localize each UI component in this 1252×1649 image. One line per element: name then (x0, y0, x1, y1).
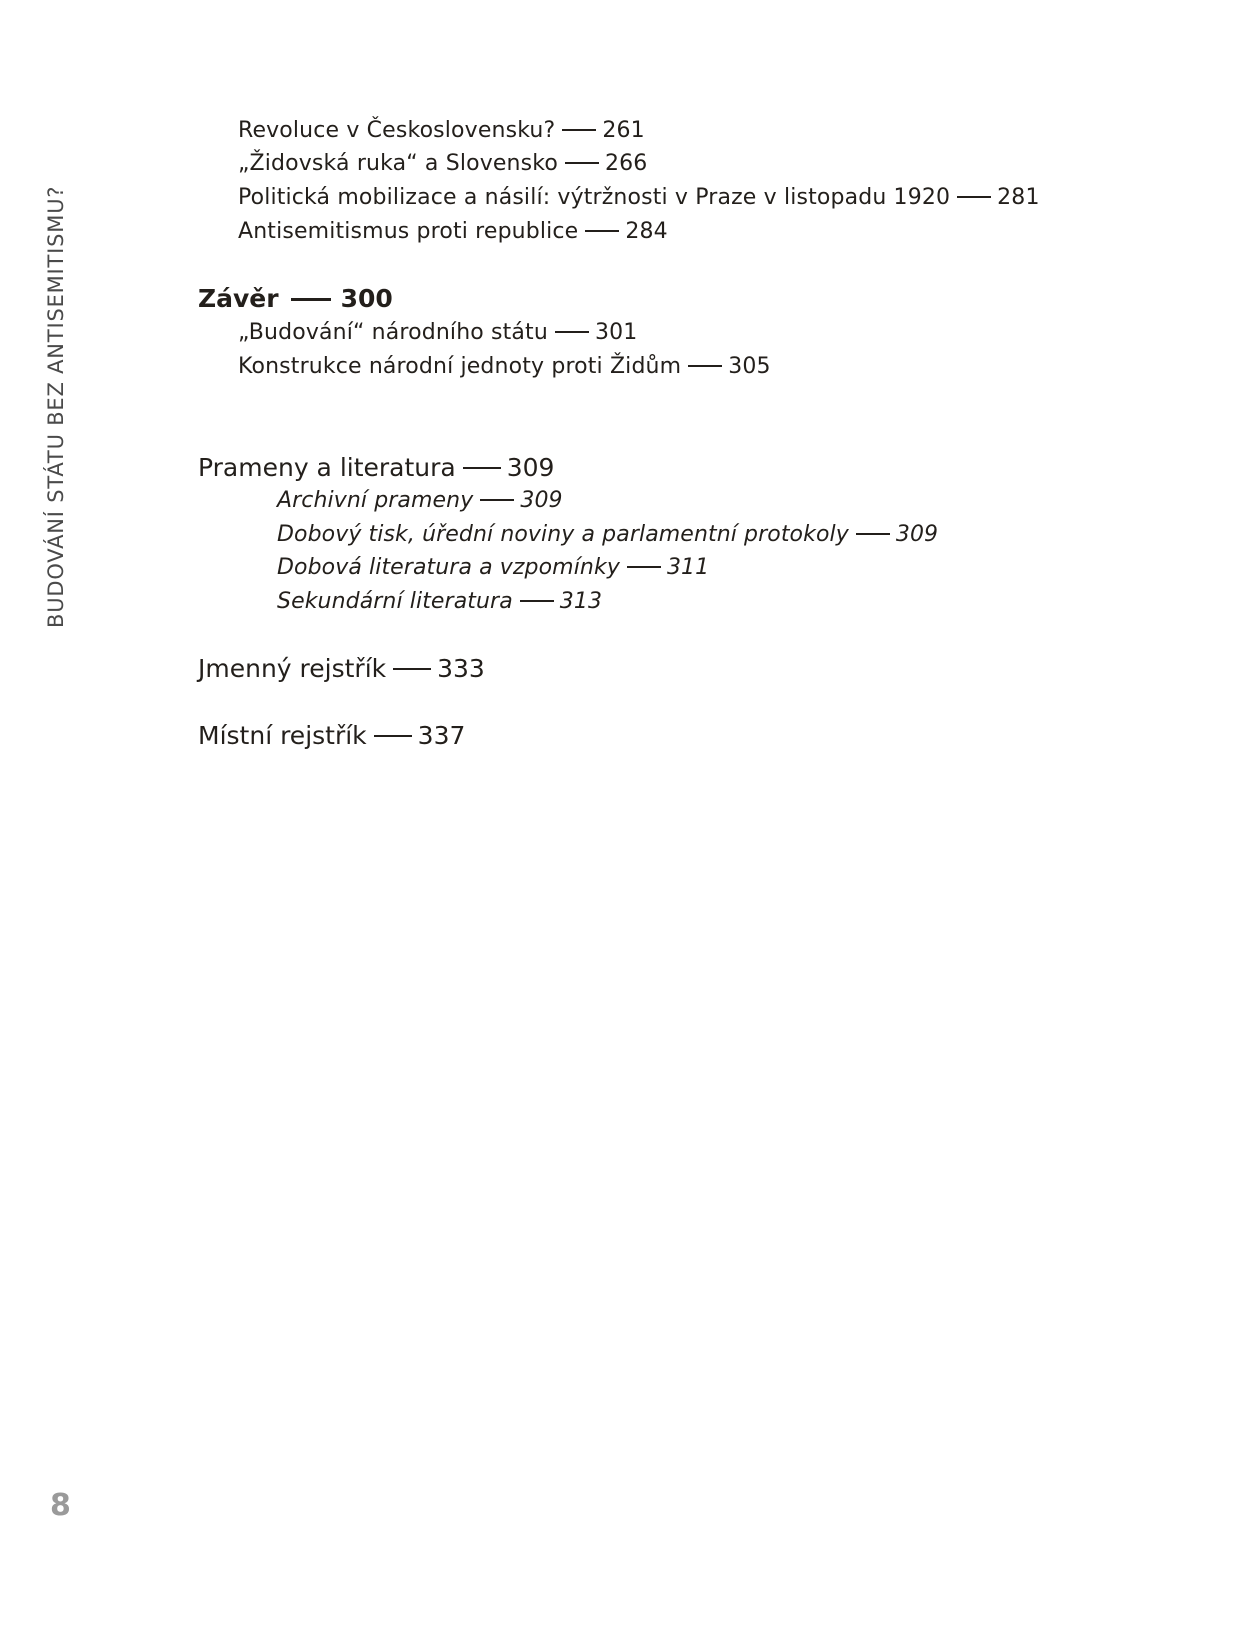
toc-entry-title: „Budování“ národního státu (238, 320, 548, 345)
toc-entry[interactable] (277, 524, 938, 546)
toc-entry-title: Revoluce v Československu? (238, 118, 556, 143)
toc-chapter-entry[interactable] (198, 723, 465, 748)
toc-entry-page: 261 (602, 118, 645, 143)
leader-dash (555, 331, 589, 333)
leader-dash (688, 365, 722, 367)
toc-entry-page: 309 (520, 488, 563, 513)
toc-entry-page: 337 (417, 721, 466, 750)
leader-dash (480, 499, 514, 501)
toc-entry-title: Místní rejstřík (198, 721, 367, 750)
toc-entry[interactable] (238, 187, 1040, 209)
toc-entry[interactable] (238, 356, 771, 378)
toc-entry-title: Antisemitismus proti republice (238, 219, 579, 244)
leader-dash (393, 668, 431, 670)
toc-entry-page: 305 (728, 354, 771, 379)
leader-dash (374, 735, 412, 737)
leader-dash (291, 298, 331, 301)
leader-dash (565, 162, 599, 164)
toc-chapter-entry[interactable] (198, 286, 393, 311)
toc-entry[interactable] (238, 322, 637, 344)
toc-entry-title: Závěr (198, 284, 279, 313)
toc-entry-title: Prameny a literatura (198, 453, 456, 482)
toc-chapter-entry[interactable] (198, 656, 485, 681)
toc-entry-page: 266 (604, 151, 648, 176)
toc-entry[interactable] (238, 120, 645, 142)
toc-entry-page: 333 (437, 654, 485, 683)
toc-entry-page: 281 (997, 185, 1040, 210)
running-head: BUDOVÁNÍ STÁTU BEZ ANTISEMITISMU? (44, 185, 68, 628)
toc-entry-title: Archivní prameny (277, 488, 474, 513)
toc-entry[interactable] (277, 557, 709, 579)
toc-entry-page: 300 (340, 284, 393, 313)
toc-entry-title: Dobový tisk, úřední noviny a parlamentní protokoly (277, 522, 849, 547)
toc-entry-title: Politická mobilizace a násilí: výtržnosti v Praze v listopadu 1920 (238, 185, 951, 210)
leader-dash (627, 566, 661, 568)
leader-dash (957, 196, 991, 198)
toc-entry-page: 309 (895, 522, 939, 547)
leader-dash (585, 230, 619, 232)
leader-dash (463, 467, 501, 469)
toc-entry-title: „Židovská ruka“ a Slovensko (238, 151, 558, 176)
toc-entry-page: 311 (666, 555, 710, 580)
toc-entry-title: Jmenný rejstřík (198, 654, 387, 683)
toc-entry[interactable] (277, 490, 563, 512)
toc-entry-page: 284 (625, 219, 668, 244)
toc-entry-page: 313 (559, 589, 603, 614)
leader-dash (562, 129, 596, 131)
leader-dash (856, 533, 890, 535)
toc-entry[interactable] (238, 221, 668, 243)
toc-entry-page: 309 (506, 453, 555, 482)
toc-chapter-entry[interactable] (198, 455, 554, 480)
toc-entry-title: Sekundární literatura (277, 589, 513, 614)
page-number: 8 (50, 1488, 71, 1523)
toc-entry[interactable] (277, 591, 602, 613)
toc-entry[interactable] (238, 153, 647, 175)
leader-dash (520, 600, 554, 602)
toc-entry-title: Dobová literatura a vzpomínky (277, 555, 620, 580)
toc-entry-page: 301 (594, 320, 638, 345)
toc-entry-title: Konstrukce národní jednoty proti Židům (238, 354, 682, 379)
